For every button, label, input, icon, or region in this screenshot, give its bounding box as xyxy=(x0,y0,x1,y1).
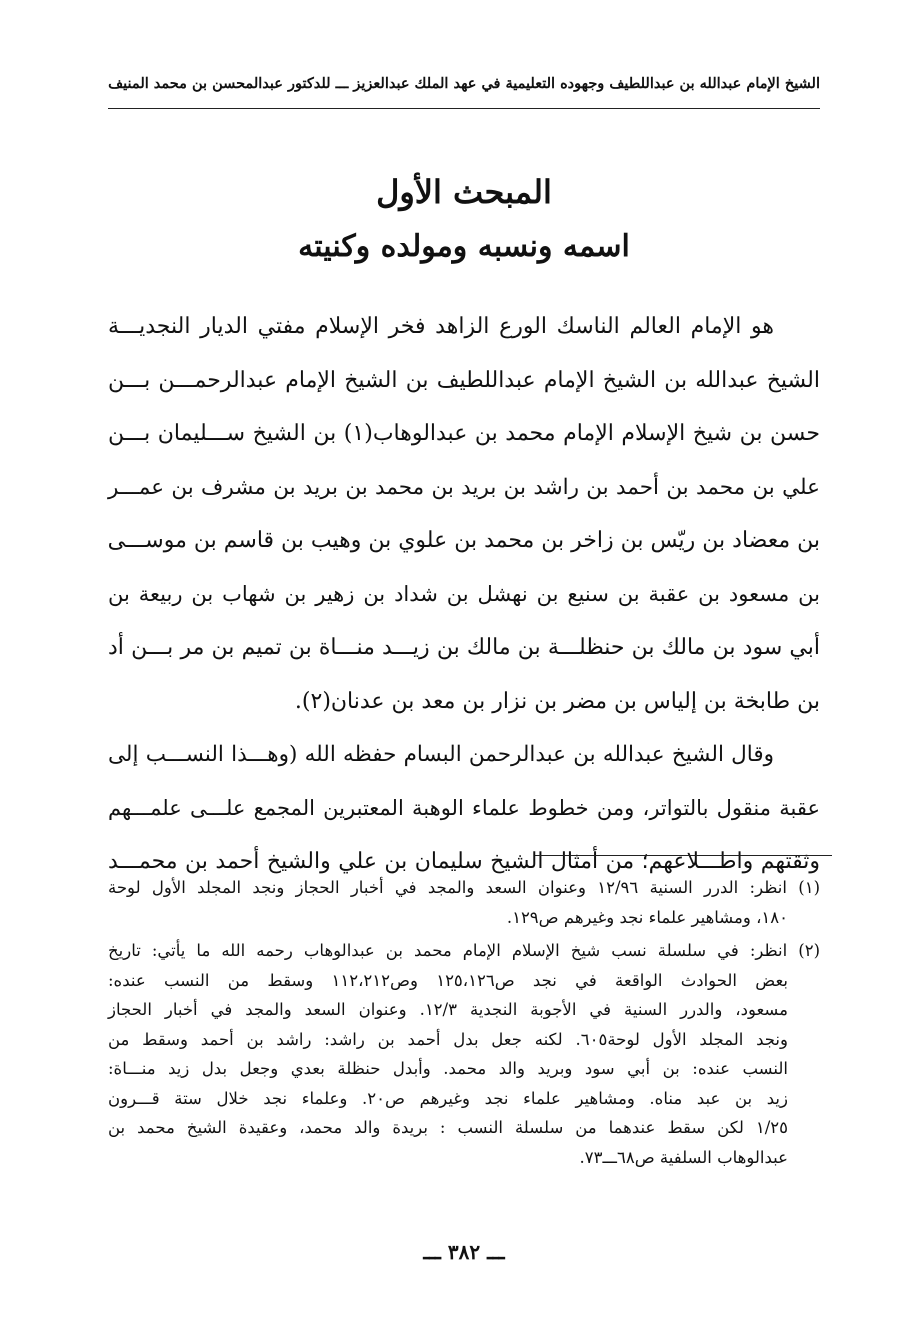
footnote-line: (١) انظر: الدرر السنية ١٢/٩٦ وعنوان السعد والمجد في أخبار الحجاز ونجد المجلد الأول لوحة xyxy=(108,878,820,897)
body-line: وثقتهم واطـــلاعهم؛ من أمثال الشيخ سليمان بن علي والشيخ أحمد بن محمـــد xyxy=(108,849,820,874)
running-header: الشيخ الإمام عبدالله بن عبداللطيف وجهوده التعليمية في عهد الملك عبدالعزيز ـــ للدكتور عبدالمحسن بن محمد المنيف xyxy=(108,75,820,92)
body-line: الشيخ عبدالله بن الشيخ الإمام عبداللطيف بن الشيخ الإمام عبدالرحمـــن بـــن xyxy=(108,367,820,393)
header-divider xyxy=(108,108,820,109)
footnote-line: (٢) انظر: في سلسلة نسب شيخ الإسلام الإمام محمد بن عبدالوهاب رحمه الله ما يأتي: تاريخ xyxy=(108,941,820,960)
body-line: علي بن محمد بن أحمد بن راشد بن بريد بن محمد بن بريد بن مشرف بن عمـــر xyxy=(108,474,820,500)
footnote-line: ١/٢٥ لكن سقط عندهما من سلسلة النسب : بريدة والد محمد، وعقيدة الشيخ محمد بن xyxy=(108,1118,788,1137)
footnotes xyxy=(108,873,820,1172)
footnote-line: ١٨٠، ومشاهير علماء نجد وغيرهم ص١٢٩. xyxy=(506,907,788,927)
body-line: بن مسعود بن عقبة بن سنيع بن نهشل بن شداد بن زهير بن شهاب بن ربيعة بن xyxy=(108,581,820,606)
footnote-line: النسب عنده: بن أبي سود وبريد والد محمد. وأبدل حنظلة بعدي وجعل بدل زيد منـــاة: xyxy=(108,1059,788,1078)
footnote-line: زيد بن عبد مناه. ومشاهير علماء نجد وغيرهم ص٢٠. وعلماء نجد خلال ستة قـــرون xyxy=(108,1088,788,1108)
footnote-line: بعض الحوادث الواقعة في نجد ص١٢٥،١٢٦ وص١١٢،٢١٢ وسقط من النسب عنده: xyxy=(108,970,788,990)
footnote-divider xyxy=(535,855,832,856)
body-line: هو الإمام العالم الناسك الورع الزاهد فخر الإسلام مفتي الديار النجديـــة xyxy=(108,314,774,339)
body-line: أبي سود بن مالك بن حنظلـــة بن مالك بن زيـــد منـــاة بن تميم بن مر بـــن أد xyxy=(108,635,820,660)
section-title: المبحث الأول xyxy=(376,173,552,211)
body-line: وقال الشيخ عبدالله بن عبدالرحمن البسام حفظه الله (وهـــذا النســـب إلى xyxy=(108,742,774,767)
footnote-line: مسعود، والدرر السنية في الأجوبة النجدية ١٢/٣. وعنوان السعد والمجد في أخبار الحجاز xyxy=(108,1000,788,1019)
body-line: بن معضاد بن ريّس بن زاخر بن محمد بن علوي بن وهيب بن قاسم بن موســـى xyxy=(107,528,820,553)
footnote-line: ونجد المجلد الأول لوحة٦٠٥. لكنه جعل بدل أحمد بن راشد: راشد بن أحمد وسقط من xyxy=(108,1029,788,1049)
section-subtitle: اسمه ونسبه ومولده وكنيته xyxy=(298,229,630,264)
body-line: بن طابخة بن إلياس بن مضر بن نزار بن معد بن عدنان(٢). xyxy=(294,688,820,714)
body-line: حسن بن شيخ الإسلام الإمام محمد بن عبدالوهاب(١) بن الشيخ ســـليمان بـــن xyxy=(108,421,820,446)
body-text xyxy=(108,300,820,889)
body-line: عقبة منقول بالتواتر، ومن خطوط علماء الوهبة المعتبرين المجمع علـــى علمـــهم xyxy=(108,795,820,820)
page-number: ـــ ٣٨٢ ـــ xyxy=(423,1240,505,1264)
footnote-line: عبدالوهاب السلفية ص٦٨ـــ٧٣. xyxy=(579,1147,788,1167)
